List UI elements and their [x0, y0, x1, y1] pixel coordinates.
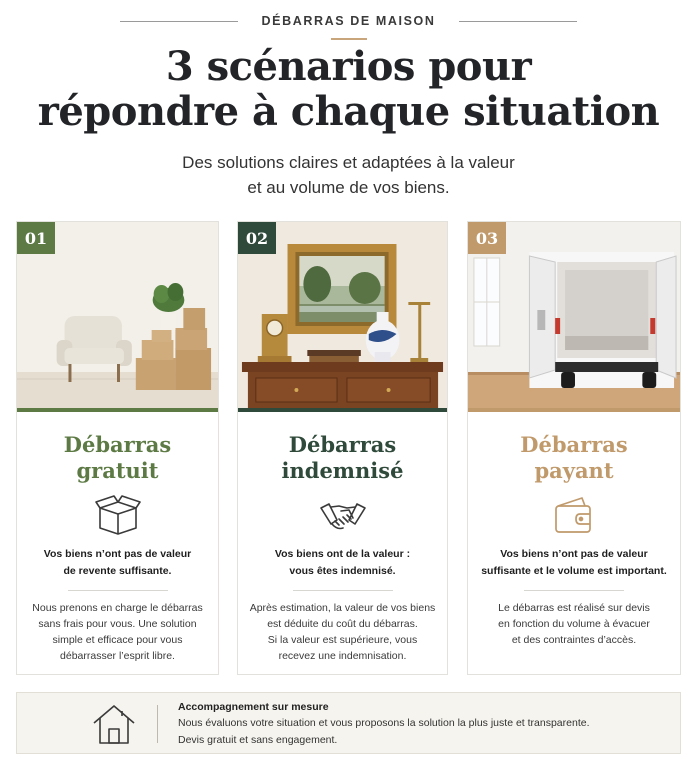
card-description-line3: simple et efficace pour vous: [52, 634, 183, 646]
card-title-line2: indemnisé: [281, 458, 404, 483]
card-description: [474, 600, 674, 648]
scenario-card-compensated: [237, 221, 448, 675]
eyebrow-label: DÉBARRAS DE MAISON: [261, 14, 436, 28]
card-title: [238, 432, 447, 484]
card-description-line2: en fonction du volume à évacuer: [498, 618, 650, 630]
footer-divider: [157, 705, 158, 743]
card-accent-bar: [468, 408, 680, 412]
card-lead-line2: de revente suffisante.: [63, 565, 172, 577]
card-separator: [68, 590, 168, 591]
card-description-line2: est déduite du coût du débarras.: [267, 618, 418, 630]
card-description-line4: débarrasser l’esprit libre.: [60, 650, 175, 662]
scenario-card-paid: [467, 221, 681, 675]
page-title-line2: répondre à chaque situation: [37, 88, 660, 135]
card-description: [244, 600, 441, 664]
box-icon: [94, 494, 142, 536]
card-description-line1: Le débarras est réalisé sur devis: [498, 602, 650, 614]
custom-support-banner: [16, 692, 681, 754]
card-title-line2: gratuit: [76, 458, 159, 483]
eyebrow-line-left: [120, 21, 238, 22]
card-lead-line1: Vos biens n’ont pas de valeur: [43, 548, 192, 560]
card-lead: [476, 546, 672, 580]
eyebrow-line-right: [459, 21, 577, 22]
page-subtitle: [0, 150, 697, 200]
card-title: [17, 432, 218, 484]
card-accent-bar: [238, 408, 447, 412]
card-description-line3: et des contraintes d’accès.: [511, 634, 637, 646]
card-lead: [246, 546, 439, 580]
card-number-badge: 02: [238, 222, 276, 254]
card-title-line1: Débarras: [288, 432, 397, 457]
page-title: [0, 44, 697, 134]
card-description-line2: sans frais pour vous. Une solution: [38, 618, 197, 630]
card-title-line1: Débarras: [63, 432, 172, 457]
card-title-line2: payant: [534, 458, 614, 483]
card-description: [23, 600, 212, 664]
card-lead: [25, 546, 210, 580]
card-title-line1: Débarras: [520, 432, 628, 457]
card-accent-bar: [17, 408, 218, 412]
card-lead-line2: vous êtes indemnisé.: [289, 565, 396, 577]
scenario-card-free: [16, 221, 219, 675]
handshake-icon: [319, 494, 367, 536]
card-lead-line1: Vos biens n’ont pas de valeur: [500, 548, 648, 560]
footer-text-line1: Nous évaluons votre situation et vous proposons la solution la plus juste et transparente.: [178, 717, 590, 729]
card-description-line3: Si la valeur est supérieure, vous: [267, 634, 418, 646]
footer-text-line2: Devis gratuit et sans engagement.: [178, 734, 338, 746]
card-number-badge: 01: [17, 222, 55, 254]
wallet-icon: [550, 494, 598, 536]
footer-title: Accompagnement sur mesure: [178, 701, 329, 713]
card-description-line4: recevez une indemnisation.: [278, 650, 407, 662]
card-lead-line2: suffisante et le volume est important.: [481, 565, 667, 577]
eyebrow-row: [0, 14, 697, 28]
page-subtitle-line1: Des solutions claires et adaptées à la valeur: [182, 153, 515, 172]
page-title-line1: 3 scénarios pour: [165, 43, 532, 90]
eyebrow-accent-line: [331, 38, 367, 40]
card-description-line1: Après estimation, la valeur de vos biens: [249, 602, 436, 614]
house-icon: [91, 703, 137, 745]
card-lead-line1: Vos biens ont de la valeur :: [274, 548, 411, 560]
card-separator: [524, 590, 624, 591]
card-number-badge: 03: [468, 222, 506, 254]
card-title: [468, 432, 680, 484]
page-subtitle-line2: et au volume de vos biens.: [247, 178, 450, 197]
card-description-line1: Nous prenons en charge le débarras: [32, 602, 203, 614]
card-separator: [293, 590, 393, 591]
